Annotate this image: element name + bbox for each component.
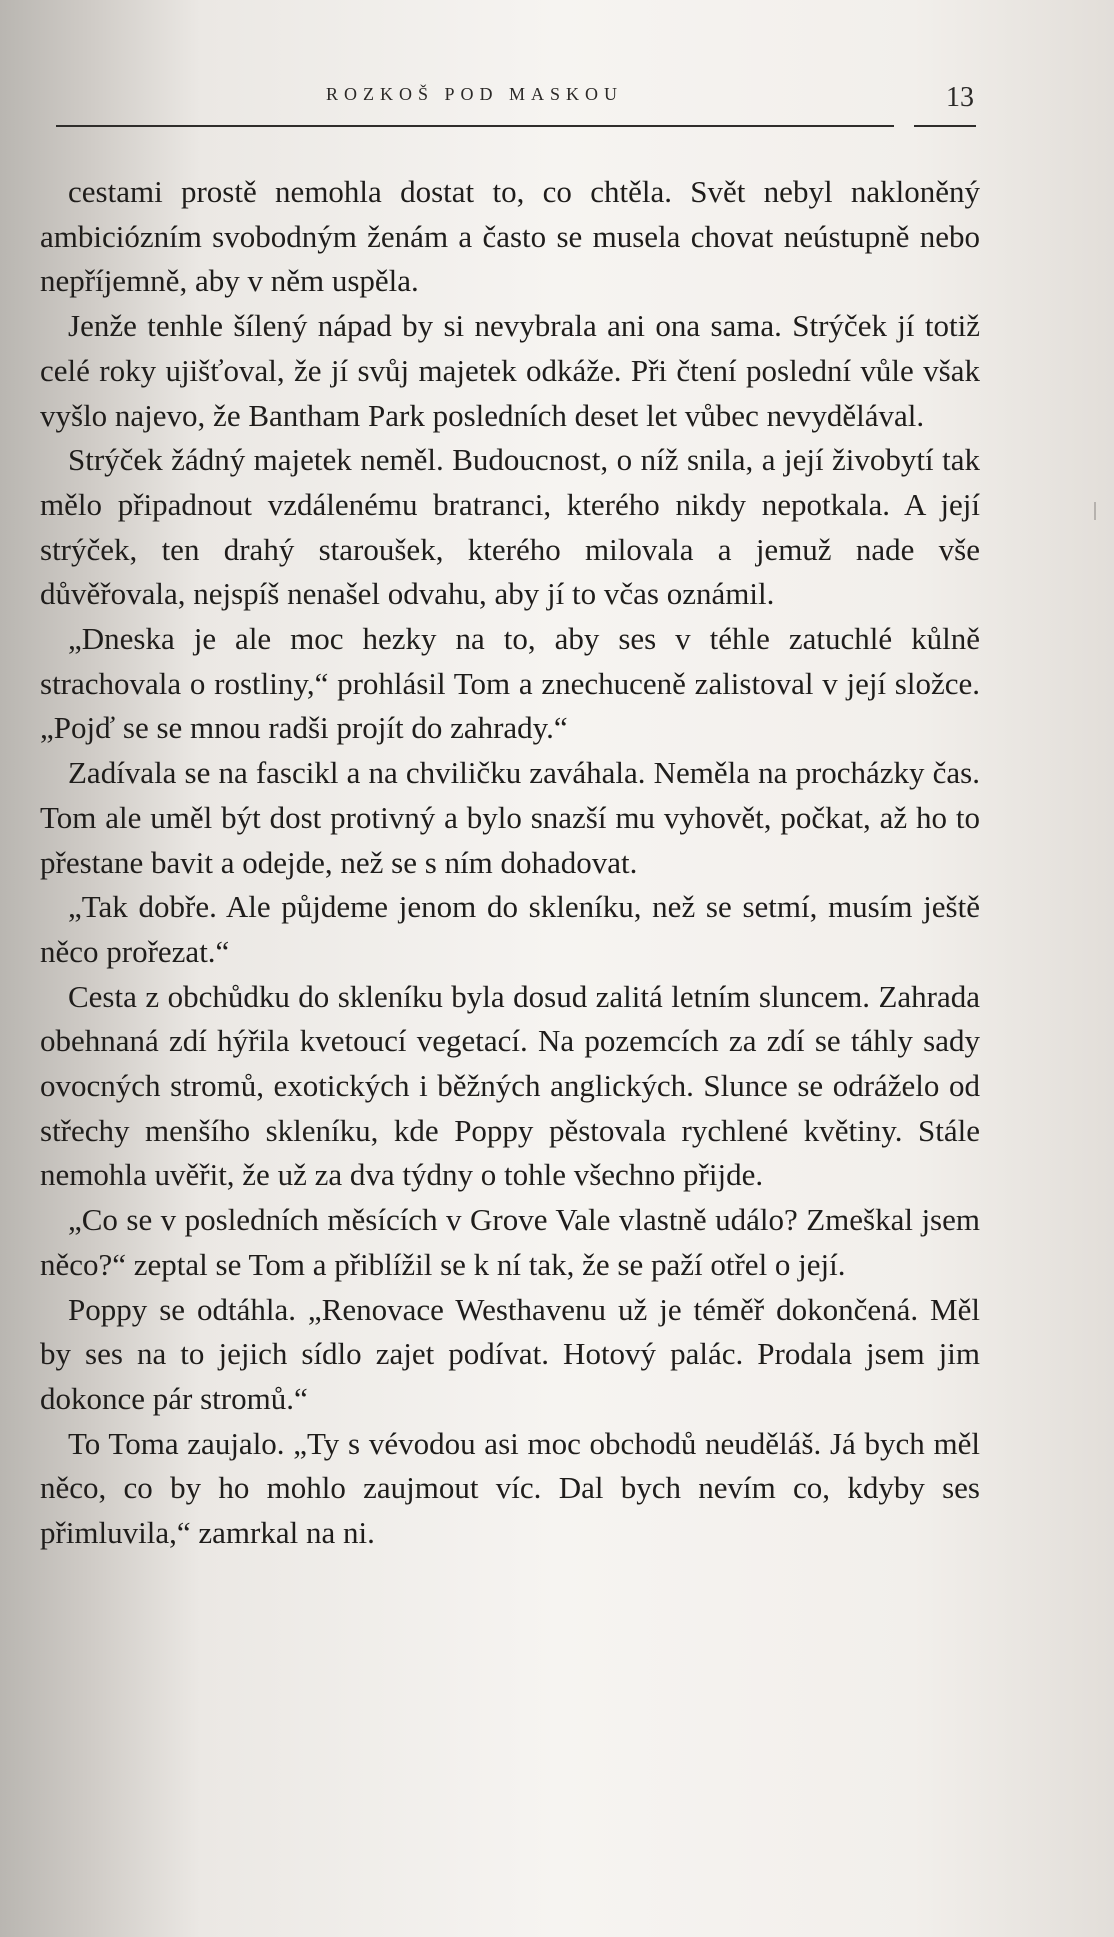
header-rule-right xyxy=(914,125,976,127)
running-title: ROZKOŠ POD MASKOU xyxy=(326,84,624,104)
paragraph-6: „Tak dobře. Ale půjdeme jenom do skleníku, než se setmí, musím ještě něco prořezat.“ xyxy=(40,889,980,969)
paragraph-3: Strýček žádný majetek neměl. Budoucnost, o níž snila, a její živobytí tak mělo připadnout vzdálenému bratranci, kterého nikdy nepotkala. A její strýček, ten drahý staroušek, kterého milovala a jemuž nade vše důvěřovala, nejspíš nenašel odvahu, aby jí to včas oznámil. xyxy=(40,442,980,612)
paragraph-1: cestami prostě nemohla dostat to, co chtěla. Svět nebyl nakloněný ambiciózním svobodným ženám a často se musela chovat neústupně nebo nepříjemně, aby v něm uspěla. xyxy=(40,174,980,299)
margin-mark xyxy=(1094,502,1096,520)
paragraph-4: „Dneska je ale moc hezky na to, aby ses v téhle zatuchlé kůlně strachovala o rostliny,“ prohlásil Tom a znechuceně zalistoval v její složce. „Pojď se se mnou radši projít do zahrady.“ xyxy=(40,621,980,746)
paragraph-5: Zadívala se na fascikl a na chviličku zaváhala. Neměla na procházky čas. Tom ale uměl být dost protivný a bylo snazší mu vyhovět, počkat, až ho to přestane bavit a odejde, než se s ním dohadovat. xyxy=(40,755,980,880)
paragraph-2: Jenže tenhle šílený nápad by si nevybrala ani ona sama. Strýček jí totiž celé roky ujišťoval, že jí svůj majetek odkáže. Při čtení poslední vůle však vyšlo najevo, že Bantham Park posledních deset let vůbec nevydělával. xyxy=(40,308,980,433)
body-text xyxy=(40,170,980,1556)
header-rule-left xyxy=(56,125,894,127)
paragraph-7: Cesta z obchůdku do skleníku byla dosud zalitá letním sluncem. Zahrada obehnaná zdí hýřila kvetoucí vegetací. Na pozemcích za zdí se táhly sady ovocných stromů, exotických i běžných anglických. Slunce se odráželo od střechy menšího skleníku, kde Poppy pěstovala rychlené květiny. Stále nemohla uvěřit, že už za dva týdny o tohle všechno přijde. xyxy=(40,978,980,1193)
paragraph-8: „Co se v posledních měsících v Grove Vale vlastně událo? Zmeškal jsem něco?“ zeptal se Tom a přiblížil se k ní tak, že se paží otřel o její. xyxy=(40,1202,980,1282)
page-number: 13 xyxy=(946,82,974,113)
paragraph-9: Poppy se odtáhla. „Renovace Westhavenu už je téměř dokončená. Měl by ses na to jejich sídlo zajet podívat. Hotový palác. Prodala jsem jim dokonce pár stromů.“ xyxy=(40,1291,980,1416)
paragraph-10: To Toma zaujalo. „Ty s vévodou asi moc obchodů neuděláš. Já bych měl něco, co by ho mohlo zaujmout víc. Dal bych nevím co, kdyby ses přimluvila,“ zamrkal na ni. xyxy=(40,1425,980,1551)
page-header xyxy=(56,84,976,126)
